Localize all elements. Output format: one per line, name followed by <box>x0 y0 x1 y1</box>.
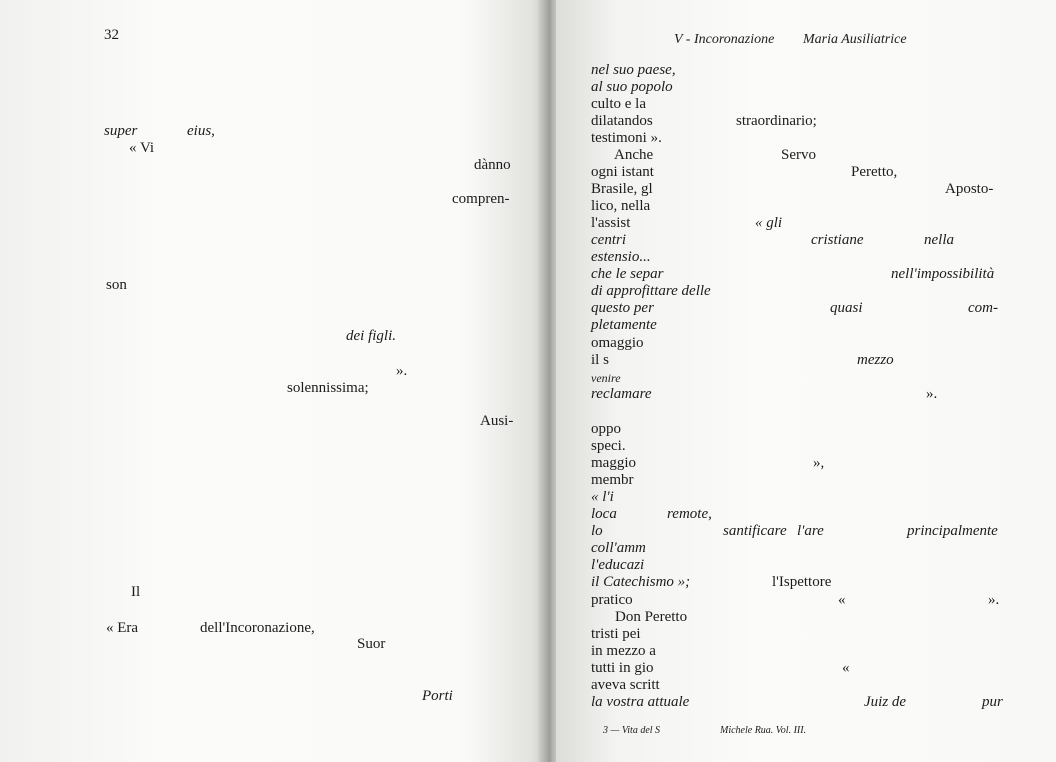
text-fragment: « Vi <box>129 140 155 156</box>
text-fragment: nell'impossibilità <box>891 266 995 282</box>
text-fragment: Juiz de <box>864 694 907 710</box>
text-fragment: Brasile, gl <box>591 181 653 197</box>
text-fragment: Don Peretto <box>615 609 688 625</box>
running-head-chapter: V - Incoronazione <box>674 32 775 47</box>
text-fragment: com- <box>968 300 998 316</box>
text-fragment: straordinario; <box>736 113 817 129</box>
footer-book-title: Michele Rua. Vol. III. <box>720 725 807 736</box>
text-fragment: pletamente <box>591 317 657 333</box>
text-fragment: « gli <box>755 215 783 231</box>
text-fragment: ogni istant <box>591 164 654 180</box>
text-fragment: omaggio <box>591 335 644 351</box>
text-fragment: coll'amm <box>591 540 646 556</box>
text-fragment: oppo <box>591 421 621 437</box>
text-fragment: al suo popolo <box>591 79 673 95</box>
text-fragment: quasi <box>830 300 863 316</box>
running-head-title: Maria Ausiliatrice <box>803 32 907 47</box>
text-fragment: principalmente <box>907 523 998 539</box>
text-fragment: compren- <box>452 191 510 207</box>
text-fragment: super <box>104 123 138 139</box>
text-fragment: estensio... <box>591 249 651 265</box>
text-fragment: in mezzo a <box>591 643 656 659</box>
text-fragment: remote, <box>667 506 712 522</box>
text-fragment: lo <box>591 523 603 539</box>
text-fragment: l'Ispettore <box>772 574 832 590</box>
text-fragment: reclamare <box>591 386 652 402</box>
text-fragment: mezzo <box>857 352 894 368</box>
text-fragment: lico, nella <box>591 198 651 214</box>
text-fragment: pur <box>982 694 1003 710</box>
text-fragment: Ausi- <box>480 413 514 429</box>
text-fragment: « l'i <box>591 489 614 505</box>
text-fragment: l'educazi <box>591 557 645 573</box>
text-fragment: « <box>842 660 850 676</box>
text-fragment: questo per <box>591 300 654 316</box>
text-fragment: dilatandos <box>591 113 653 129</box>
text-fragment: di approfittare delle <box>591 283 711 299</box>
text-fragment: l'assist <box>591 215 631 231</box>
text-fragment: culto e la <box>591 96 646 112</box>
text-fragment: eius, <box>187 123 215 139</box>
page-number: 32 <box>104 27 119 43</box>
text-fragment: tutti in gio <box>591 660 654 676</box>
text-fragment: Il <box>131 584 141 600</box>
text-fragment: il s <box>591 352 609 368</box>
text-fragment: Servo <box>781 147 816 163</box>
text-fragment: membr <box>591 472 634 488</box>
text-fragment: aveva scritt <box>591 677 660 693</box>
text-fragment: », <box>813 455 825 471</box>
text-fragment: dei figli. <box>346 328 396 344</box>
text-fragment: centri <box>591 232 626 248</box>
text-fragment: ». <box>396 363 408 379</box>
text-fragment: « <box>838 592 846 608</box>
text-fragment: Porti <box>422 688 453 704</box>
text-fragment: la vostra attuale <box>591 694 690 710</box>
text-fragment: Peretto, <box>851 164 898 180</box>
text-fragment: nel suo paese, <box>591 62 676 78</box>
text-fragment: loca <box>591 506 617 522</box>
text-fragment: nella <box>924 232 954 248</box>
text-fragment: maggio <box>591 455 636 471</box>
text-fragment: cristiane <box>811 232 864 248</box>
text-fragment: ». <box>988 592 1000 608</box>
text-fragment: tristi pei <box>591 626 641 642</box>
text-fragment: son <box>106 277 127 293</box>
text-fragment: ». <box>926 386 938 402</box>
text-fragment: l'are <box>797 523 824 539</box>
text-fragment: Aposto- <box>945 181 994 197</box>
text-fragment: il Catechismo »; <box>591 574 691 590</box>
text-fragment: Suor <box>357 636 386 652</box>
text-fragment: solennissima; <box>287 380 369 396</box>
text-fragment: testimoni ». <box>591 130 662 146</box>
text-fragment: Anche <box>614 147 654 163</box>
text-fragment: « Era <box>106 620 139 636</box>
text-fragment: venire <box>591 371 621 385</box>
text-fragment: dànno <box>474 157 511 173</box>
text-fragment: speci. <box>591 438 626 454</box>
text-fragment: pratico <box>591 592 633 608</box>
text-fragment: dell'Incoronazione, <box>200 620 315 636</box>
text-fragment: santificare <box>723 523 787 539</box>
footer-signature: 3 — Vita del S <box>603 725 661 736</box>
text-fragment: che le separ <box>591 266 664 282</box>
